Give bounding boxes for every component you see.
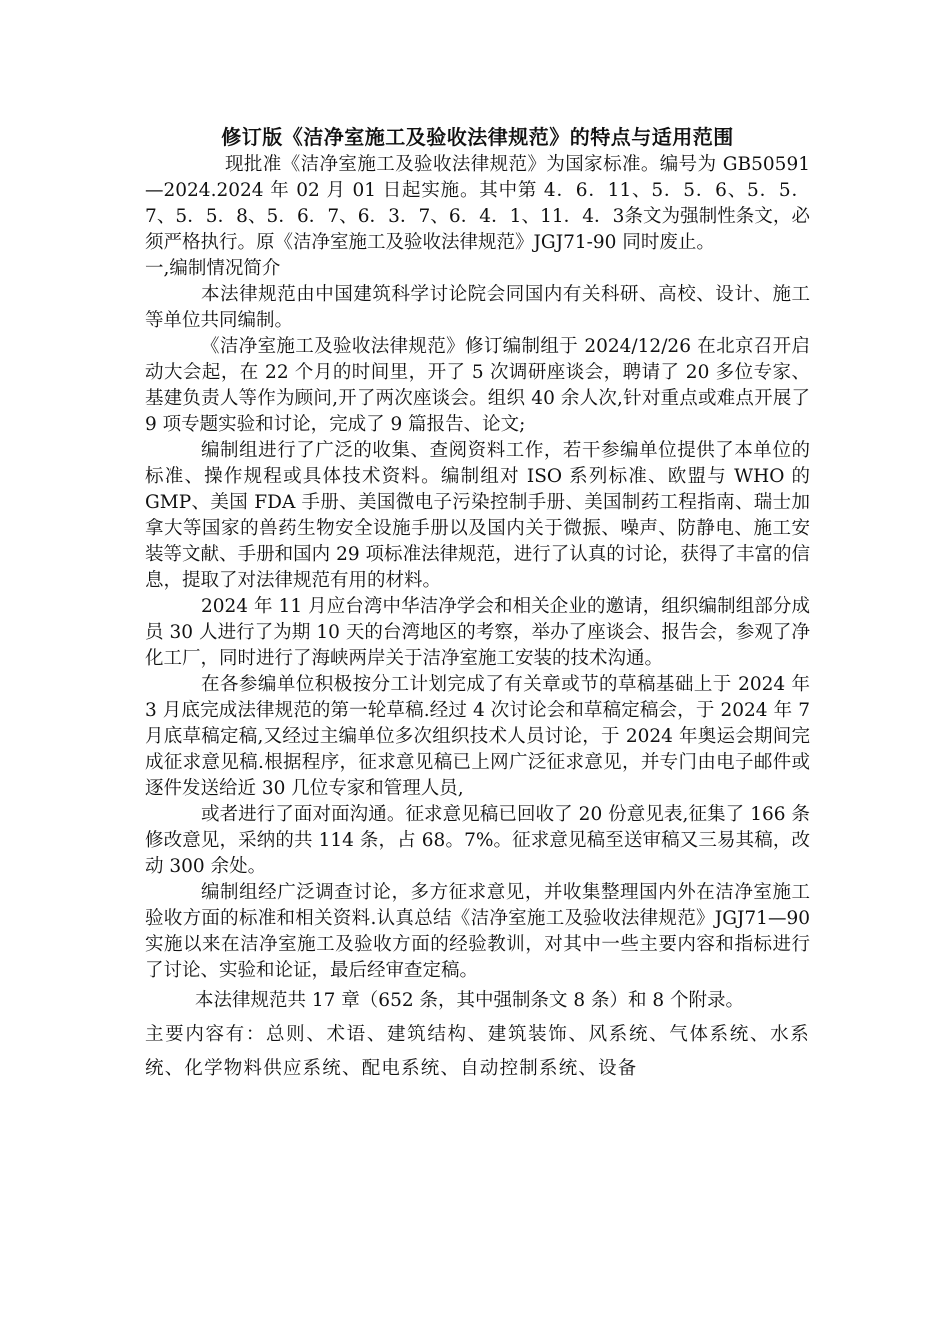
- section-heading-1: 一,编制情况简介: [145, 258, 281, 279]
- paragraph-3: 编制组进行了广泛的收集、查阅资料工作，若干参编单位提供了本单位的标准、操作规程或具体技术资料。编制组对 ISO 系列标准、欧盟与 WHO 的 GMP、美国 FDA 手册、美国微电子污染控制手册、美国制药工程指南、瑞士加拿大等国家的兽药生物安全设施手册以及国内关于微振、噪声、防静电、施工安装等文献、手册和国内 29 项标准法律规范，进行了认真的讨论，获得了丰富的信息，提取了对法律规范有用的材料。: [145, 440, 810, 591]
- paragraph-1: 本法律规范由中国建筑科学讨论院会同国内有关科研、高校、设计、施工等单位共同编制。: [145, 284, 810, 331]
- paragraph-5: 在各参编单位积极按分工计划完成了有关章或节的草稿基础上于 2024 年 3 月底完成法律规范的第一轮草稿.经过 4 次讨论会和草稿定稿会，于 2024 年 7 月底草稿定稿,又经过主编单位多次组织技术人员讨论，于 2024 年奥运会期间完成征求意见稿.根据程序，征求意见稿已上网广泛征求意见，并专门由电子邮件或逐件发送给近 30 几位专家和管理人员,: [145, 674, 810, 799]
- document-title: 修订版《洁净室施工及验收法律规范》的特点与适用范围: [221, 125, 734, 149]
- paragraph-9: 主要内容有：总则、术语、建筑结构、建筑装饰、风系统、气体系统、水系统、化学物料供应系统、配电系统、自动控制系统、设备: [145, 1024, 810, 1079]
- paragraph-7: 编制组经广泛调查讨论，多方征求意见，并收集整理国内外在洁净室施工验收方面的标准和相关资料.认真总结《洁净室施工及验收法律规范》JGJ71—90 实施以来在洁净室施工及验收方面的经验教训，对其中一些主要内容和指标进行了讨论、实验和论证，最后经审查定稿。: [145, 882, 810, 981]
- paragraph-2: 《洁净室施工及验收法律规范》修订编制组于 2024/12/26 在北京召开启动大会起，在 22 个月的时间里，开了 5 次调研座谈会，聘请了 20 多位专家、基建负责人等作为顾问,开了两次座谈会。组织 40 余人次,针对重点或难点开展了 9 项专题实验和讨论，完成了 9 篇报告、论文;: [145, 336, 810, 435]
- document-page: [145, 122, 810, 1086]
- paragraph-4: 2024 年 11 月应台湾中华洁净学会和相关企业的邀请，组织编制组部分成员 30 人进行了为期 10 天的台湾地区的考察，举办了座谈会、报告会，参观了净化工厂，同时进行了海峡两岸关于洁净室施工安装的技术沟通。: [145, 596, 810, 669]
- paragraph-6: 或者进行了面对面沟通。征求意见稿已回收了 20 份意见表,征集了 166 条修改意见，采纳的共 114 条，占 68。7%。征求意见稿至送审稿又三易其稿，改动 300 余处。: [145, 804, 810, 877]
- paragraph-8: 本法律规范共 17 章（652 条，其中强制条文 8 条）和 8 个附录。: [195, 990, 745, 1011]
- paragraph-intro: 现批准《洁净室施工及验收法律规范》为国家标准。编号为 GB50591—2024.2024 年 02 月 01 日起实施。其中第 4．6．11、5．5．6、5．5．7、5．5．8、5．6．7、6．3．7、6．4．1、11．4．3条文为强制性条文，必须严格执行。原《洁净室施工及验收法律规范》JGJ71-90 同时废止。: [145, 154, 810, 253]
